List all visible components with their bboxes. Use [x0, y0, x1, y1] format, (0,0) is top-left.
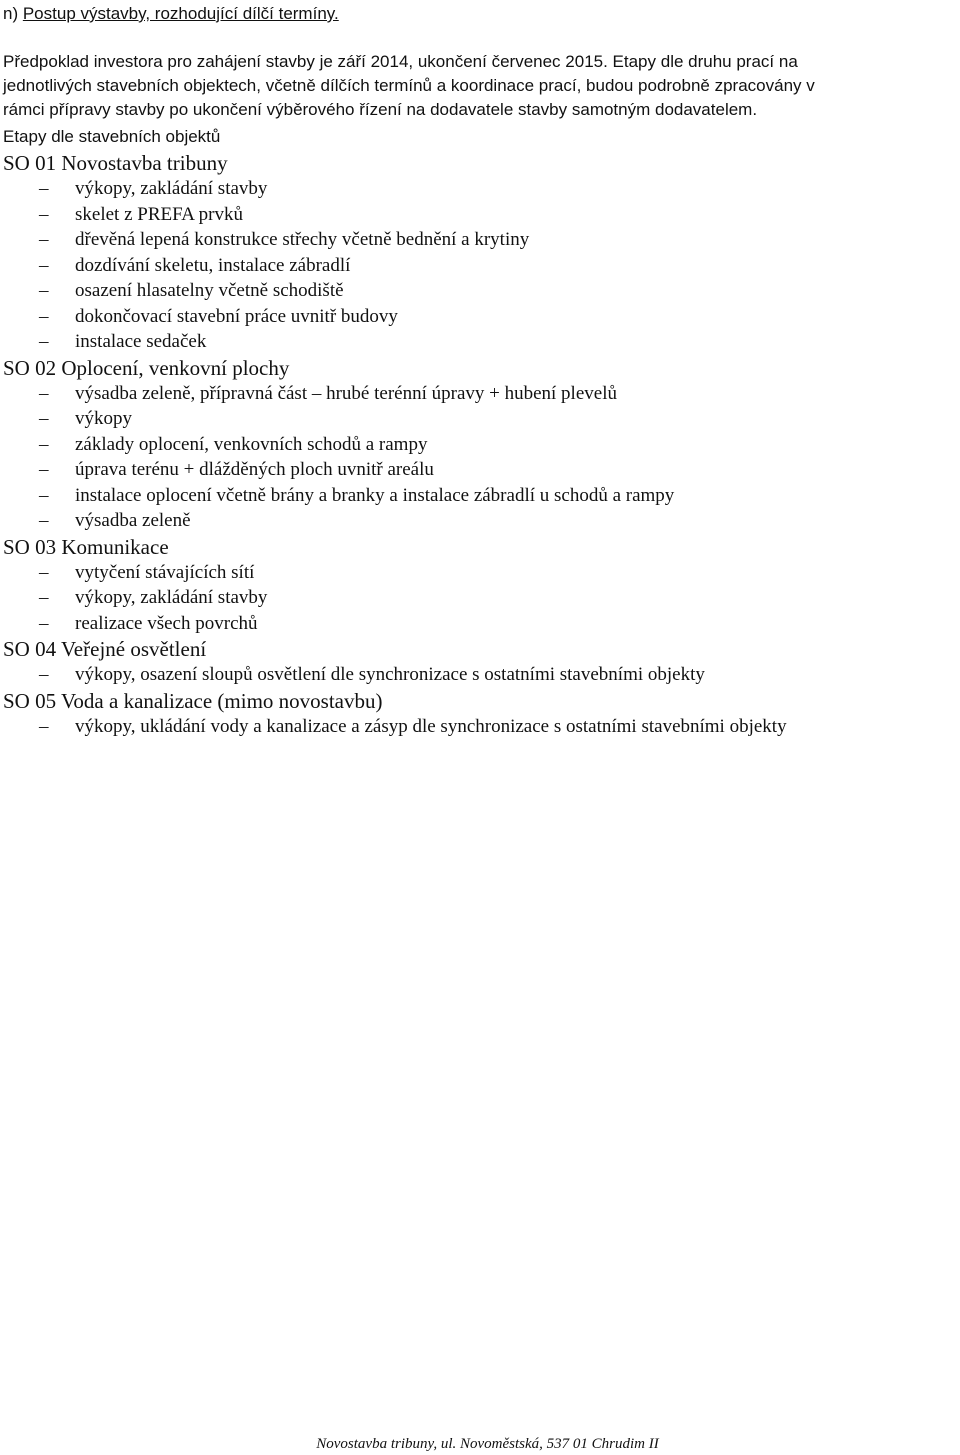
item-text: dozdívání skeletu, instalace zábradlí: [75, 254, 351, 276]
section-title: SO 04 Veřejné osvětlení: [3, 637, 207, 661]
dash-bullet: –: [39, 612, 49, 634]
item-text: výkopy, zakládání stavby: [75, 587, 268, 608]
heading-title: Postup výstavby, rozhodující dílčí termíny.: [22, 4, 339, 23]
dash-bullet: –: [39, 510, 49, 531]
item-text: výkopy, osazení sloupů osvětlení dle synchronizace s ostatními stavebními objekty: [75, 664, 705, 685]
list-item: [3, 329, 953, 355]
intro-line: Předpoklad investora pro zahájení stavby je září 2014, ukončení červenec 2015. Etapy dle druhu prací na: [3, 52, 798, 71]
section-title: SO 02 Oplocení, venkovní plochy: [3, 355, 290, 380]
list-item: [3, 304, 953, 330]
item-text: instalace sedaček: [75, 331, 207, 352]
section-so02: [3, 355, 953, 534]
item-text: výkopy: [75, 408, 132, 429]
item-text: výsadba zeleně: [75, 510, 191, 531]
list-item: [3, 457, 953, 483]
intro-line: rámci přípravy stavby po ukončení výběrového řízení na dodavatele stavby samotným dodavatelem.: [3, 100, 758, 119]
dash-bullet: –: [39, 561, 49, 583]
list-item: [3, 432, 953, 458]
list-item: [3, 202, 953, 228]
section-items: [3, 714, 953, 740]
intro-line: jednotlivých stavebních objektech, včetně dílčích termínů a koordinace prací, budou podrobně zpracovány v: [3, 76, 815, 95]
stages-by-object: [3, 124, 953, 739]
item-text: výsadba zeleně, přípravná část – hrubé terénní úpravy + hubení plevelů: [75, 382, 617, 404]
list-item: [3, 714, 953, 740]
list-item: [3, 611, 953, 637]
list-item: [3, 662, 953, 688]
dash-bullet: –: [39, 459, 49, 480]
section-items: [3, 176, 953, 355]
dash-bullet: –: [39, 664, 49, 685]
section-title: SO 01 Novostavba tribuny: [3, 151, 228, 175]
list-item: [3, 381, 953, 407]
section-so05: [3, 688, 953, 740]
stages-title: Etapy dle stavebních objektů: [3, 127, 221, 146]
list-item: [3, 253, 953, 279]
section-title: SO 05 Voda a kanalizace (mimo novostavbu): [3, 688, 383, 713]
item-text: osazení hlasatelny včetně schodiště: [75, 280, 344, 301]
dash-bullet: –: [39, 715, 49, 737]
intro-paragraph: [3, 50, 955, 122]
item-text: základy oplocení, venkovních schodů a rampy: [75, 433, 428, 455]
dash-bullet: –: [39, 229, 49, 250]
section-so03: [3, 534, 953, 637]
dash-bullet: –: [39, 484, 49, 506]
dash-bullet: –: [39, 305, 49, 327]
dash-bullet: –: [39, 587, 49, 608]
item-text: výkopy, ukládání vody a kanalizace a zásyp dle synchronizace s ostatními stavebními objekty: [75, 715, 787, 737]
dash-bullet: –: [39, 408, 49, 429]
dash-bullet: –: [39, 382, 49, 404]
section-so04: [3, 636, 953, 688]
item-text: výkopy, zakládání stavby: [75, 178, 268, 199]
list-item: [3, 560, 953, 586]
list-item: [3, 508, 953, 534]
item-text: dokončovací stavební práce uvnitř budovy: [75, 305, 398, 327]
list-item: [3, 176, 953, 202]
list-item: [3, 278, 953, 304]
page-footer: Novostavba tribuny, ul. Novoměstská, 537 01 Chrudim II: [316, 1436, 659, 1452]
item-text: dřevěná lepená konstrukce střechy včetně bednění a krytiny: [75, 229, 530, 250]
section-items: [3, 662, 953, 688]
dash-bullet: –: [39, 433, 49, 455]
item-text: skelet z PREFA prvků: [75, 203, 244, 225]
list-item: [3, 406, 953, 432]
item-text: instalace oplocení včetně brány a branky a instalace zábradlí u schodů a rampy: [75, 484, 675, 506]
section-heading: [3, 3, 339, 25]
section-so01: [3, 150, 953, 355]
section-items: [3, 381, 953, 534]
list-item: [3, 483, 953, 509]
item-text: úprava terénu + dlážděných ploch uvnitř areálu: [75, 459, 434, 480]
dash-bullet: –: [39, 280, 49, 301]
dash-bullet: –: [39, 331, 49, 352]
list-item: [3, 227, 953, 253]
dash-bullet: –: [39, 178, 49, 199]
heading-prefix: n): [3, 4, 23, 23]
section-title: SO 03 Komunikace: [3, 534, 169, 559]
list-item: [3, 585, 953, 611]
dash-bullet: –: [39, 254, 49, 276]
section-items: [3, 560, 953, 637]
item-text: vytyčení stávajících sítí: [75, 561, 255, 583]
item-text: realizace všech povrchů: [75, 612, 258, 634]
dash-bullet: –: [39, 203, 49, 225]
